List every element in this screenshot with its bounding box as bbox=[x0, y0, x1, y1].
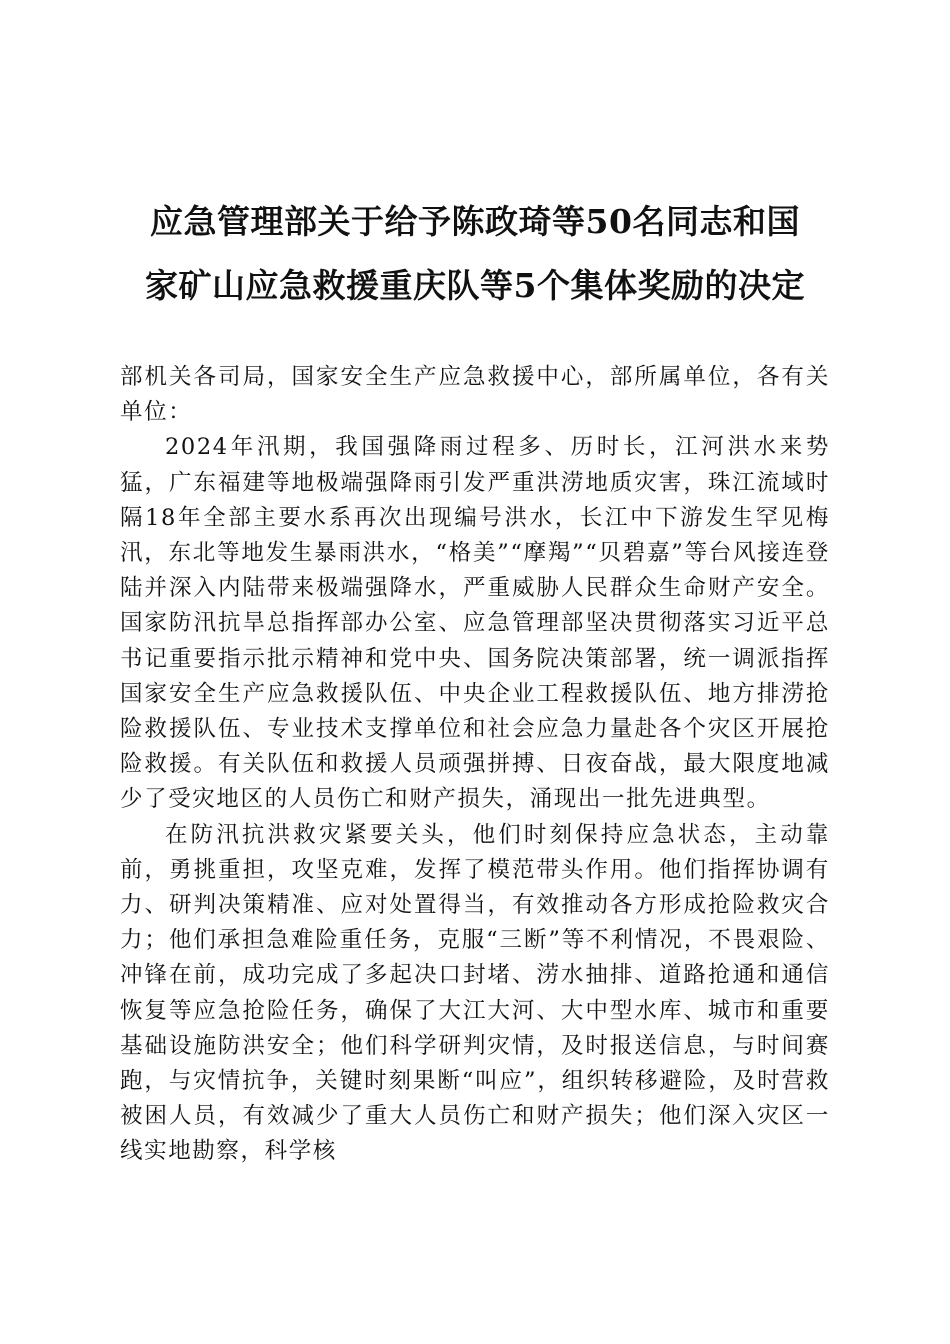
paragraph-background: 2024年汛期，我国强降雨过程多、历时长，江河洪水来势猛，广东福建等地极端强降雨引发严重洪涝地质灾害，珠江流域时隔18年全部主要水系再次出现编号洪水，长江中下游发生罕见梅汛，东北等地发生暴雨洪水，“格美”“摩羯”“贝碧嘉”等台风接连登陆并深入内陆带来极端强降水，严重威胁人民群众生命财产安全。国家防汛抗旱总指挥部办公室、应急管理部坚决贯彻落实习近平总书记重要指示批示精神和党中央、国务院决策部署，统一调派指挥国家安全生产应急救援队伍、中央企业工程救援队伍、地方排涝抢险救援队伍、专业技术支撑单位和社会应急力量赴各个灾区开展抢险救援。有关队伍和救援人员顽强拼搏、日夜奋战，最大限度地减少了受灾地区的人员伤亡和财产损失，涌现出一批先进典型。 bbox=[120, 434, 830, 813]
paragraph-achievements: 在防汛抗洪救灾紧要关头，他们时刻保持应急状态，主动靠前，勇挑重担，攻坚克难，发挥了模范带头作用。他们指挥协调有力、研判决策精准、应对处置得当，有效推动各方形成抢险救灾合力；他们承担急难险重任务，克服“三断”等不利情况，不畏艰险、冲锋在前，成功完成了多起决口封堵、涝水抽排、道路抢通和通信恢复等应急抢险任务，确保了大江大河、大中型水库、城市和重要基础设施防洪安全；他们科学研判灾情，及时报送信息，与时间赛跑，与灾情抗争，关键时刻果断“叫应”，组织转移避险，及时营救被困人员，有效减少了重大人员伤亡和财产损失；他们深入灾区一线实地勘察，科学核 bbox=[120, 821, 830, 1165]
title-line-2: 家矿山应急救援重庆队等5个集体奖励的决定 bbox=[145, 266, 805, 305]
document-title bbox=[105, 190, 845, 318]
addressee-line: 部机关各司局，国家安全生产应急救援中心，部所属单位，各有关单位： bbox=[120, 364, 830, 426]
title-line-1: 应急管理部关于给予陈政琦等50名同志和国 bbox=[150, 202, 800, 241]
document-body bbox=[120, 360, 830, 1170]
